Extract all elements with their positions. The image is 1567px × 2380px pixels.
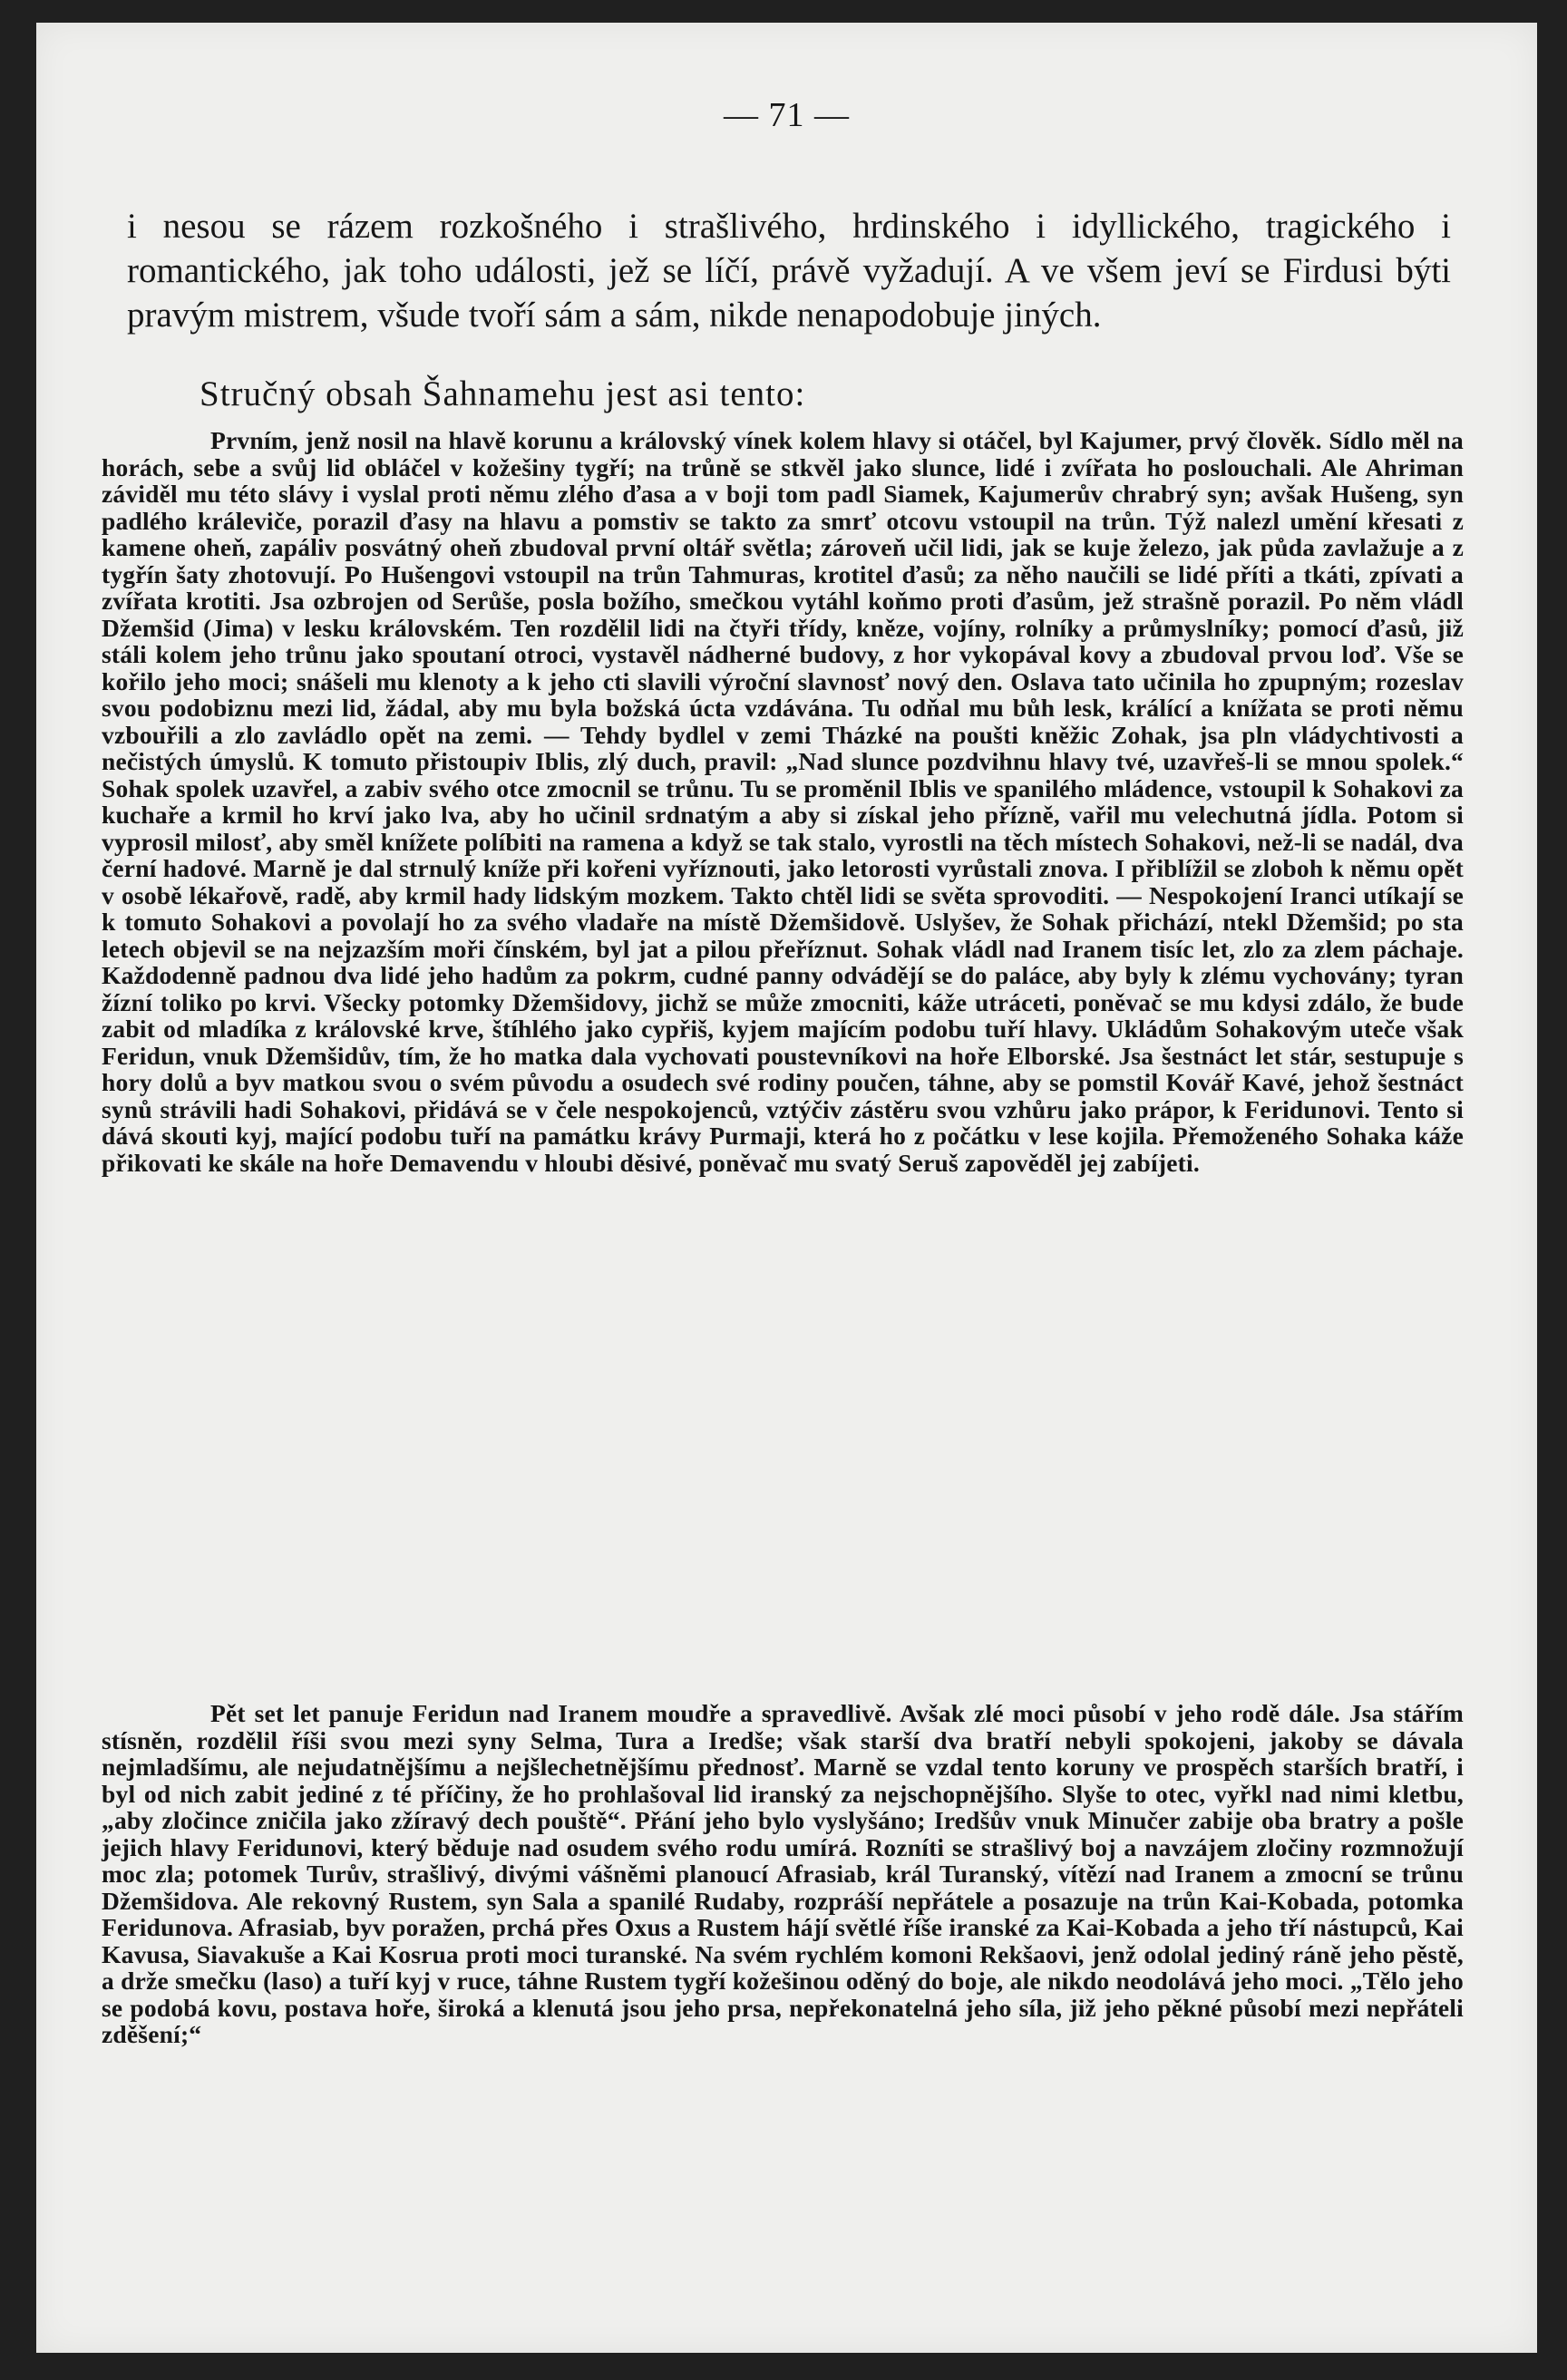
section-heading: Stručný obsah Šahnamehu jest asi tento:: [200, 374, 806, 413]
page-number: — 71 —: [724, 96, 850, 134]
body-paragraph-2: Pět set let panuje Feridun nad Iranem moudře a spravedlivě. Avšak zlé moci působí v jeho rodě dále. Jsa stářím stísněn, rozdělil říši svou mezi syny Selma, Tura a Iredše; však starší dva bratří nebyli spokojeni, jakoby se dávala nejmladšímu, ale nejudatnějšímu a nejšlechetnějšímu přednosť. Marně se vzdal tento koruny ve prospěch starších bratří, i byl od nich zabit jediné z té příčiny, že ho prohlašoval lid iranský za nejschopnějšího. Slyše to otec, vyřkl nad nimi kletbu, „aby zločince zničila jako zžíravý dech pouště“. Přání jeho bylo vyslyšáno; Iredšův vnuk Minučer zabije oba bratry a pošle jejich hlavy Feridunovi, který běduje nad osudem svého rodu umírá. Rozníti se strašlivý boj a navzájem zločiny rozmnožují moc zla; potomek Turův, strašlivý, divými vášněmi planoucí Afrasiab, král Turanský, vítězí nad Iranem a zmocní se trůnu Džemšidova. Ale rekovný Rustem, syn Sala a spanilé Rudaby, rozpráší nepřátele a posazuje na trůn Kai-Kobada, potomka Feridunova. Afrasiab, byv poražen, prchá přes Oxus a Rustem hájí světlé říše iranské za Kai-Kobada a jeho tří nástupců, Kai Kavusa, Siavakuše a Kai Kosrua proti moci turanské. Na svém rychlém komoni Rekšaovi, jenž odolal jediný ráně jeho pěstě, a drže smečku (laso) a tuří kyj v ruce, táhne Rustem tygří kožešinou oděný do boje, ale nikdo neodolává jeho moci. „Tělo jeho se podobá kovu, postava hoře, široká a klenutá jsou jeho prsa, nepřekonatelná jeho síla, již jeho pěkné působí mezi nepřáteli zděšení;“: [102, 1699, 1464, 2048]
intro-paragraph: i nesou se rázem rozkošného i strašlivého, hrdinského i idyllického, tragického i romantického, jak toho události, jež se líčí, právě vyžadují. A ve všem jeví se Firdusi býti pravým mistrem, všude tvoří sám a sám, nikde nenapodobuje jiných.: [127, 207, 1451, 335]
scanned-page: [36, 23, 1537, 2353]
body-paragraph-1: Prvním, jenž nosil na hlavě korunu a královský vínek kolem hlavy si otáčel, byl Kajumer, prvý člověk. Sídlo měl na horách, sebe a svůj lid obláčel v kožešiny tygří; na trůně se stkvěl jako slunce, lidé i zvířata ho poslouchali. Ale Ahriman záviděl mu této slávy i vyslal proti němu zlého ďasa a v boji tom padl Siamek, Kajumerův chrabrý syn; avšak Hušeng, syn padlého králeviče, porazil ďasy na hlavu a pomstiv se takto za smrť otcovu vstoupil na trůn. Týž nalezl umění křesati z kamene oheň, zapáliv posvátný oheň zbudoval první oltář světla; zároveň učil lidi, jak se kuje železo, jak půda zavlažuje a z tygřín šaty zhotovují. Po Hušengovi vstoupil na trůn Tahmuras, krotitel ďasů; za něho naučili se lidé příti a tkáti, zpívati a zvířata krotiti. Jsa ozbrojen od Serůše, posla božího, smečkou vytáhl koňmo proti ďasům, jež strašně porazil. Po něm vládl Džemšid (Jima) v lesku královském. Ten rozdělil lidi na čtyři třídy, kněze, vojíny, rolníky a průmyslníky; pomocí ďasů, již stáli kolem jeho trůnu jako spoutaní otroci, vystavěl nádherné budovy, z hor vykopával kovy a zbudoval prvou loď. Vše se kořilo jeho moci; snášeli mu klenoty a k jeho cti slavili výroční slavnosť nový den. Oslava tato učinila ho zpupným; rozeslav svou podobiznu mezi lid, žádal, aby mu byla božská úcta vzdávána. Tu odňal mu bůh lesk, králící a knížata se proti němu vzbouřili a zlo zavládlo opět na zemi. — Tehdy bydlel v zemi Tházké na poušti kněžic Zohak, jsa pln vládychtivosti a nečistých úmyslů. K tomuto přistoupiv Iblis, zlý duch, pravil: „Nad slunce pozdvihnu hlavy tvé, uzavřeš-li se mnou spolek.“ Sohak spolek uzavřel, a zabiv svého otce zmocnil se trůnu. Tu se proměnil Iblis ve spanilého mládence, vstoupil k Sohakovi za kuchaře a krmil ho krví jako lva, aby ho učinil srdnatým a aby si získal jeho přízně, vařil mu velechutná jídla. Potom si vyprosil milosť, aby směl knížete políbiti na ramena a když se tak stalo, vyrostli na těch místech Sohakovi, než-li se nadál, dva černí hadové. Marně je dal strnulý kníže při kořeni vyříznouti, jako letorosti vyrůstali znova. I přiblížil se zloboh k němu opět v osobě lékařově, radě, aby krmil hady lidským mozkem. Takto chtěl lidi se světa sprovoditi. — Nespokojení Iranci utíkají se k tomuto Sohakovi a povolají ho za svého vladaře na místě Džemšidově. Uslyšev, že Sohak přichází, ntekl Džemšid; po sta letech objevil se na nejzazším moři čínském, byl jat a pilou přeříznut. Sohak vládl nad Iranem tisíc let, zlo za zlem páchaje. Každodenně padnou dva lidé jeho hadům za pokrm, cudné panny odvádějí se do paláce, aby byly k zlému vychovány; tyran žízní toliko po krvi. Všecky potomky Džemšidovy, jichž se může zmocniti, káže utráceti, poněvač se mu kdysi zdálo, že bude zabit od mladíka z královské krve, štíhlého jako cypřiš, kyjem majícím podobu tuří hlavy. Ukládům Sohakovým uteče však Feridun, vnuk Džemšidův, tím, že ho matka dala vychovati poustevníkovi na hoře Elborské. Jsa šestnáct let stár, sestupuje s hory dolů a byv matkou svou o svém původu a osudech své rodiny poučen, táhne, aby se pomstil Kovář Kavé, jehož šestnáct synů strávili hadi Sohakovi, přidává se v čele nespokojenců, vztýčiv zástěru svou vzhůru jako prápor, k Feridunovi. Tento si dává skouti kyj, mající podobu tuří na památku krávy Purmaji, která ho z počátku v lese kojila. Přemoženého Sohaka káže přikovati ke skále na hoře Demavendu v hloubi děsivé, poněvač mu svatý Seruš zapověděl jej zabíjeti.: [102, 426, 1464, 1177]
